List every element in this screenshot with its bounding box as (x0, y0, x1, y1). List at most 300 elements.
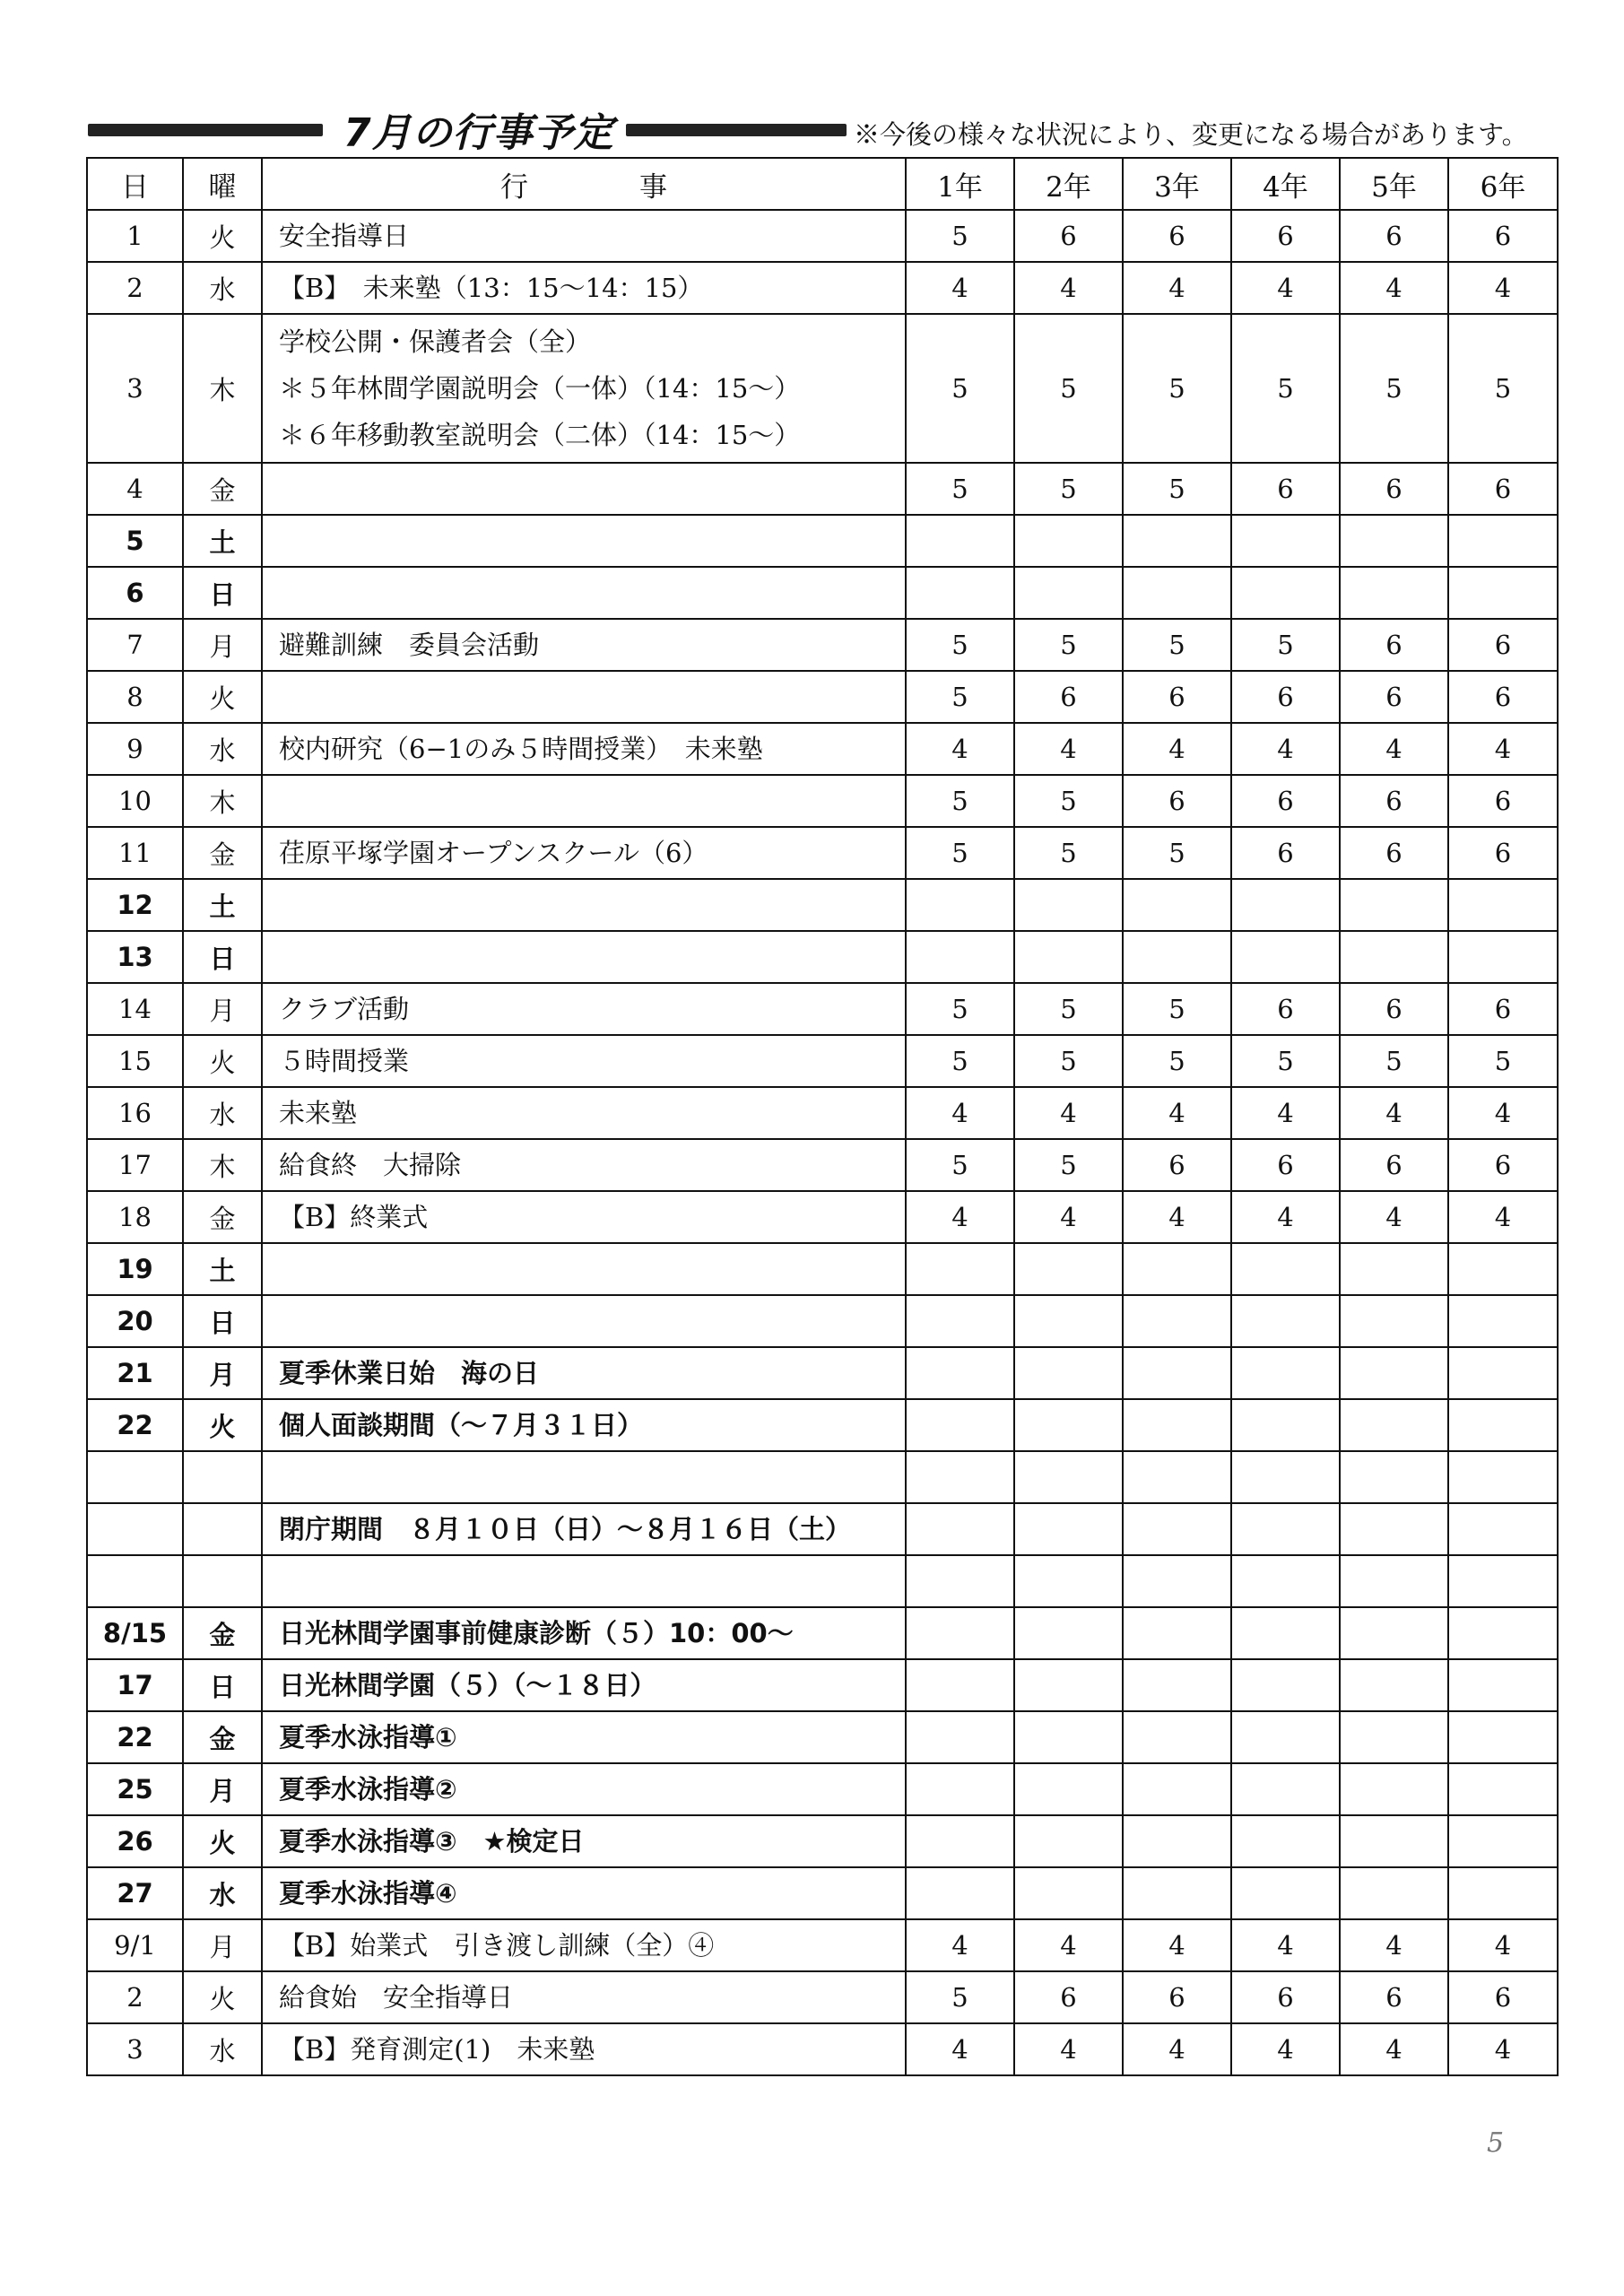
grade5-hours-cell: 4 (1340, 1919, 1448, 1971)
grade1-hours-cell (906, 1607, 1014, 1659)
grade5-hours-cell: 6 (1340, 671, 1448, 723)
event-cell (262, 1451, 906, 1503)
day-cell: 2 (87, 262, 183, 314)
table-row (87, 879, 1558, 931)
grade3-hours-cell (1123, 879, 1231, 931)
event-cell (262, 723, 906, 775)
grade2-hours-cell (1014, 1295, 1123, 1347)
event-cell (262, 1087, 906, 1139)
schedule-body (87, 210, 1558, 2075)
grade3-hours-cell: 5 (1123, 314, 1231, 463)
table-row (87, 1971, 1558, 2023)
grade3-hours-cell (1123, 1659, 1231, 1711)
table-row (87, 1815, 1558, 1867)
grade2-hours-cell: 5 (1014, 775, 1123, 827)
grade1-hours-cell (906, 1451, 1014, 1503)
grade4-hours-cell (1231, 515, 1340, 567)
grade6-hours-cell: 4 (1448, 1919, 1558, 1971)
grade1-hours-cell: 5 (906, 1035, 1014, 1087)
event-cell (262, 515, 906, 567)
table-row (87, 1919, 1558, 1971)
day-cell: 9/1 (87, 1919, 183, 1971)
event-cell (262, 1867, 906, 1919)
grade1-hours-cell: 4 (906, 1087, 1014, 1139)
grade6-hours-cell (1448, 1607, 1558, 1659)
table-row (87, 983, 1558, 1035)
event-text: 避難訓練 委員会活動 (279, 630, 540, 660)
day-cell: 22 (87, 1399, 183, 1451)
event-cell (262, 1659, 906, 1711)
grade6-hours-cell: 6 (1448, 827, 1558, 879)
grade2-hours-cell: 4 (1014, 2023, 1123, 2075)
day-cell: 22 (87, 1711, 183, 1763)
grade1-hours-cell: 4 (906, 262, 1014, 314)
weekday-cell: 水 (183, 2023, 262, 2075)
table-row (87, 210, 1558, 262)
grade6-hours-cell (1448, 931, 1558, 983)
grade6-hours-cell: 6 (1448, 775, 1558, 827)
day-cell (87, 1555, 183, 1607)
grade3-hours-cell (1123, 1867, 1231, 1919)
grade2-hours-cell: 4 (1014, 723, 1123, 775)
event-text: 【B】始業式 引き渡し訓練（全）④ (279, 1930, 715, 1961)
grade5-hours-cell (1340, 1295, 1448, 1347)
grade1-hours-cell (906, 1763, 1014, 1815)
col-header-grade3: 3年 (1123, 158, 1231, 210)
table-row (87, 931, 1558, 983)
grade4-hours-cell: 4 (1231, 262, 1340, 314)
weekday-cell: 木 (183, 1139, 262, 1191)
grade5-hours-cell (1340, 879, 1448, 931)
day-cell: 4 (87, 463, 183, 515)
weekday-cell: 日 (183, 1659, 262, 1711)
table-row (87, 1035, 1558, 1087)
grade5-hours-cell (1340, 1607, 1448, 1659)
grade4-hours-cell (1231, 567, 1340, 619)
grade1-hours-cell (906, 1243, 1014, 1295)
grade1-hours-cell: 4 (906, 723, 1014, 775)
grade5-hours-cell (1340, 1243, 1448, 1295)
event-cell (262, 1191, 906, 1243)
grade3-hours-cell: 4 (1123, 262, 1231, 314)
table-row (87, 515, 1558, 567)
event-cell (262, 463, 906, 515)
grade6-hours-cell (1448, 1399, 1558, 1451)
grade1-hours-cell (906, 1295, 1014, 1347)
weekday-cell: 金 (183, 1607, 262, 1659)
grade3-hours-cell (1123, 1815, 1231, 1867)
event-cell (262, 1555, 906, 1607)
weekday-cell: 水 (183, 1087, 262, 1139)
grade3-hours-cell (1123, 1295, 1231, 1347)
table-row (87, 567, 1558, 619)
grade2-hours-cell: 6 (1014, 671, 1123, 723)
grade4-hours-cell (1231, 1451, 1340, 1503)
event-cell (262, 1035, 906, 1087)
grade4-hours-cell: 5 (1231, 314, 1340, 463)
weekday-cell: 月 (183, 1347, 262, 1399)
sheet-header (88, 106, 1559, 161)
event-cell (262, 1243, 906, 1295)
event-text: 日光林間学園（５）（〜１８日） (279, 1670, 656, 1700)
grade1-hours-cell: 5 (906, 210, 1014, 262)
day-cell: 11 (87, 827, 183, 879)
grade5-hours-cell: 6 (1340, 983, 1448, 1035)
day-cell: 5 (87, 515, 183, 567)
grade5-hours-cell: 6 (1340, 619, 1448, 671)
day-cell: 17 (87, 1659, 183, 1711)
grade2-hours-cell: 5 (1014, 827, 1123, 879)
grade6-hours-cell (1448, 1763, 1558, 1815)
event-cell (262, 1295, 906, 1347)
grade5-hours-cell: 6 (1340, 775, 1448, 827)
grade4-hours-cell: 6 (1231, 210, 1340, 262)
grade2-hours-cell (1014, 1711, 1123, 1763)
table-row (87, 262, 1558, 314)
grade1-hours-cell (906, 1399, 1014, 1451)
day-cell: 6 (87, 567, 183, 619)
weekday-cell (183, 1555, 262, 1607)
grade2-hours-cell (1014, 1659, 1123, 1711)
weekday-cell (183, 1451, 262, 1503)
grade2-hours-cell (1014, 931, 1123, 983)
grade5-hours-cell (1340, 1815, 1448, 1867)
event-text: 夏季水泳指導② (279, 1774, 457, 1805)
weekday-cell: 木 (183, 775, 262, 827)
event-cell (262, 827, 906, 879)
grade3-hours-cell (1123, 1555, 1231, 1607)
event-text: 未来塾 (279, 1098, 358, 1128)
event-cell (262, 931, 906, 983)
event-text: 学校公開・保護者会（全） (279, 326, 592, 357)
grade3-hours-cell: 5 (1123, 827, 1231, 879)
grade3-hours-cell: 4 (1123, 1191, 1231, 1243)
grade4-hours-cell: 6 (1231, 983, 1340, 1035)
event-cell (262, 879, 906, 931)
weekday-cell: 日 (183, 567, 262, 619)
day-cell: 19 (87, 1243, 183, 1295)
day-cell: 10 (87, 775, 183, 827)
grade2-hours-cell: 4 (1014, 1919, 1123, 1971)
table-row (87, 463, 1558, 515)
day-cell: 8 (87, 671, 183, 723)
grade3-hours-cell (1123, 567, 1231, 619)
grade4-hours-cell (1231, 1503, 1340, 1555)
grade1-hours-cell: 4 (906, 2023, 1014, 2075)
grade5-hours-cell (1340, 1711, 1448, 1763)
day-cell: 8/15 (87, 1607, 183, 1659)
event-text: 夏季水泳指導④ (279, 1878, 457, 1909)
weekday-cell: 水 (183, 262, 262, 314)
weekday-cell: 水 (183, 723, 262, 775)
grade1-hours-cell (906, 1555, 1014, 1607)
table-row (87, 1087, 1558, 1139)
event-cell (262, 671, 906, 723)
grade3-hours-cell: 4 (1123, 1087, 1231, 1139)
grade4-hours-cell (1231, 1295, 1340, 1347)
grade5-hours-cell: 4 (1340, 723, 1448, 775)
grade5-hours-cell (1340, 515, 1448, 567)
event-cell (262, 1399, 906, 1451)
day-cell: 1 (87, 210, 183, 262)
grade6-hours-cell: 6 (1448, 210, 1558, 262)
grade5-hours-cell (1340, 1451, 1448, 1503)
grade1-hours-cell: 5 (906, 463, 1014, 515)
weekday-cell: 火 (183, 210, 262, 262)
day-cell: 15 (87, 1035, 183, 1087)
grade2-hours-cell (1014, 1347, 1123, 1399)
col-header-events: 行 事 (262, 158, 906, 210)
grade4-hours-cell (1231, 1763, 1340, 1815)
event-text: 夏季水泳指導③ ★検定日 (279, 1826, 585, 1857)
weekday-cell: 金 (183, 827, 262, 879)
grade6-hours-cell: 6 (1448, 983, 1558, 1035)
grade3-hours-cell (1123, 1347, 1231, 1399)
grade6-hours-cell: 6 (1448, 463, 1558, 515)
grade4-hours-cell: 5 (1231, 1035, 1340, 1087)
table-row (87, 1503, 1558, 1555)
weekday-cell: 火 (183, 1399, 262, 1451)
grade6-hours-cell (1448, 1243, 1558, 1295)
grade1-hours-cell (906, 567, 1014, 619)
grade2-hours-cell: 5 (1014, 619, 1123, 671)
grade1-hours-cell: 5 (906, 314, 1014, 463)
grade4-hours-cell (1231, 1607, 1340, 1659)
grade2-hours-cell (1014, 1555, 1123, 1607)
grade6-hours-cell (1448, 1555, 1558, 1607)
grade1-hours-cell (906, 1867, 1014, 1919)
day-cell: 18 (87, 1191, 183, 1243)
change-notice: ※今後の様々な状況により、変更になる場合があります。 (854, 119, 1528, 150)
table-row (87, 1867, 1558, 1919)
day-cell: 13 (87, 931, 183, 983)
grade3-hours-cell: 6 (1123, 775, 1231, 827)
grade6-hours-cell (1448, 1815, 1558, 1867)
grade6-hours-cell (1448, 879, 1558, 931)
grade5-hours-cell: 4 (1340, 1191, 1448, 1243)
grade5-hours-cell (1340, 1555, 1448, 1607)
weekday-cell: 金 (183, 1191, 262, 1243)
grade2-hours-cell (1014, 1867, 1123, 1919)
weekday-cell: 木 (183, 314, 262, 463)
grade1-hours-cell: 5 (906, 619, 1014, 671)
grade4-hours-cell: 6 (1231, 775, 1340, 827)
day-cell: 2 (87, 1971, 183, 2023)
col-header-grade6: 6年 (1448, 158, 1558, 210)
weekday-cell: 月 (183, 619, 262, 671)
event-text: 給食始 安全指導日 (279, 1982, 514, 2013)
grade2-hours-cell: 5 (1014, 463, 1123, 515)
table-row (87, 1659, 1558, 1711)
event-text: 校内研究（6−1のみ５時間授業） 未来塾 (279, 734, 763, 764)
table-row (87, 314, 1558, 463)
event-cell (262, 619, 906, 671)
grade6-hours-cell: 6 (1448, 619, 1558, 671)
grade4-hours-cell: 6 (1231, 827, 1340, 879)
day-cell: 20 (87, 1295, 183, 1347)
grade2-hours-cell: 6 (1014, 1971, 1123, 2023)
grade5-hours-cell: 4 (1340, 262, 1448, 314)
event-text: 夏季水泳指導① (279, 1722, 457, 1752)
grade4-hours-cell (1231, 1555, 1340, 1607)
grade3-hours-cell (1123, 931, 1231, 983)
event-cell (262, 983, 906, 1035)
table-row (87, 1191, 1558, 1243)
grade2-hours-cell: 5 (1014, 314, 1123, 463)
day-cell: 25 (87, 1763, 183, 1815)
grade6-hours-cell (1448, 515, 1558, 567)
event-cell (262, 567, 906, 619)
grade6-hours-cell: 4 (1448, 723, 1558, 775)
event-cell (262, 314, 906, 463)
grade4-hours-cell: 4 (1231, 1919, 1340, 1971)
weekday-cell: 月 (183, 1763, 262, 1815)
grade3-hours-cell: 5 (1123, 619, 1231, 671)
grade1-hours-cell: 4 (906, 1191, 1014, 1243)
table-row (87, 1711, 1558, 1763)
grade6-hours-cell: 4 (1448, 2023, 1558, 2075)
weekday-cell: 火 (183, 1815, 262, 1867)
event-text: ＊５年林間学園説明会（一体）（14：15〜） (279, 373, 801, 404)
grade3-hours-cell (1123, 1503, 1231, 1555)
grade5-hours-cell: 5 (1340, 1035, 1448, 1087)
event-text: 【B】終業式 (279, 1202, 429, 1232)
grade2-hours-cell (1014, 1451, 1123, 1503)
grade2-hours-cell (1014, 1763, 1123, 1815)
event-text: 【B】 未来塾（13：15〜14：15） (279, 273, 704, 303)
grade3-hours-cell: 4 (1123, 2023, 1231, 2075)
header-row (87, 158, 1558, 210)
table-row (87, 723, 1558, 775)
grade2-hours-cell: 4 (1014, 1191, 1123, 1243)
schedule-table (86, 157, 1559, 2076)
grade6-hours-cell (1448, 1659, 1558, 1711)
page-title: 7月の行事予定 (343, 110, 614, 156)
grade5-hours-cell: 6 (1340, 827, 1448, 879)
table-row (87, 1295, 1558, 1347)
event-cell (262, 1711, 906, 1763)
grade1-hours-cell: 5 (906, 1139, 1014, 1191)
grade2-hours-cell (1014, 1815, 1123, 1867)
day-cell: 9 (87, 723, 183, 775)
grade2-hours-cell (1014, 1607, 1123, 1659)
event-text: 個人面談期間（〜７月３１日） (279, 1410, 644, 1440)
grade1-hours-cell: 5 (906, 671, 1014, 723)
grade3-hours-cell (1123, 1399, 1231, 1451)
grade3-hours-cell (1123, 1711, 1231, 1763)
grade3-hours-cell (1123, 1763, 1231, 1815)
grade6-hours-cell (1448, 1867, 1558, 1919)
weekday-cell: 金 (183, 1711, 262, 1763)
grade4-hours-cell: 4 (1231, 723, 1340, 775)
day-cell: 26 (87, 1815, 183, 1867)
col-header-dow: 曜 (183, 158, 262, 210)
grade4-hours-cell (1231, 1347, 1340, 1399)
weekday-cell: 火 (183, 1971, 262, 2023)
grade4-hours-cell: 4 (1231, 2023, 1340, 2075)
grade5-hours-cell: 6 (1340, 1139, 1448, 1191)
grade2-hours-cell: 4 (1014, 1087, 1123, 1139)
grade4-hours-cell (1231, 1815, 1340, 1867)
table-row (87, 1139, 1558, 1191)
grade5-hours-cell: 6 (1340, 210, 1448, 262)
grade6-hours-cell (1448, 1711, 1558, 1763)
grade2-hours-cell: 4 (1014, 262, 1123, 314)
title-bar-right (626, 124, 847, 136)
grade5-hours-cell (1340, 931, 1448, 983)
grade3-hours-cell (1123, 515, 1231, 567)
grade4-hours-cell (1231, 931, 1340, 983)
event-text: 安全指導日 (279, 221, 410, 251)
grade3-hours-cell: 5 (1123, 983, 1231, 1035)
grade5-hours-cell: 4 (1340, 2023, 1448, 2075)
grade6-hours-cell: 6 (1448, 671, 1558, 723)
event-text: 日光林間学園事前健康診断（５）10：00〜 (279, 1618, 794, 1648)
table-row (87, 1243, 1558, 1295)
event-cell (262, 1815, 906, 1867)
grade1-hours-cell (906, 515, 1014, 567)
grade4-hours-cell: 4 (1231, 1191, 1340, 1243)
grade5-hours-cell (1340, 1399, 1448, 1451)
weekday-cell: 火 (183, 671, 262, 723)
table-row (87, 2023, 1558, 2075)
weekday-cell: 月 (183, 983, 262, 1035)
grade5-hours-cell: 6 (1340, 463, 1448, 515)
event-cell (262, 1971, 906, 2023)
event-text: ＊６年移動教室説明会（二体）（14：15〜） (279, 420, 801, 450)
grade6-hours-cell: 4 (1448, 1087, 1558, 1139)
grade1-hours-cell (906, 1347, 1014, 1399)
grade3-hours-cell: 5 (1123, 463, 1231, 515)
day-cell: 3 (87, 2023, 183, 2075)
grade3-hours-cell (1123, 1243, 1231, 1295)
grade2-hours-cell (1014, 515, 1123, 567)
event-text: クラブ活動 (279, 994, 410, 1024)
title-bar-left (88, 124, 323, 136)
grade1-hours-cell (906, 1711, 1014, 1763)
day-cell: 27 (87, 1867, 183, 1919)
event-cell (262, 1607, 906, 1659)
grade1-hours-cell (906, 1815, 1014, 1867)
grade1-hours-cell: 5 (906, 827, 1014, 879)
event-cell (262, 210, 906, 262)
grade4-hours-cell: 6 (1231, 1971, 1340, 2023)
grade2-hours-cell (1014, 1503, 1123, 1555)
grade6-hours-cell (1448, 1503, 1558, 1555)
event-text: 給食終 大掃除 (279, 1150, 462, 1180)
grade1-hours-cell: 4 (906, 1919, 1014, 1971)
event-text: 【B】発育測定(1) 未来塾 (279, 2034, 595, 2065)
day-cell: 3 (87, 314, 183, 463)
grade2-hours-cell: 6 (1014, 210, 1123, 262)
table-row (87, 1347, 1558, 1399)
grade4-hours-cell: 6 (1231, 1139, 1340, 1191)
event-cell (262, 1139, 906, 1191)
grade2-hours-cell (1014, 1399, 1123, 1451)
weekday-cell: 火 (183, 1035, 262, 1087)
grade5-hours-cell: 6 (1340, 1971, 1448, 2023)
day-cell: 14 (87, 983, 183, 1035)
col-header-grade5: 5年 (1340, 158, 1448, 210)
grade3-hours-cell: 6 (1123, 210, 1231, 262)
event-cell (262, 1763, 906, 1815)
grade4-hours-cell (1231, 1711, 1340, 1763)
event-cell (262, 1503, 906, 1555)
table-row (87, 775, 1558, 827)
event-text: 閉庁期間 ８月１０日（日）〜８月１６日（土） (279, 1514, 852, 1544)
grade5-hours-cell: 5 (1340, 314, 1448, 463)
table-row (87, 1555, 1558, 1607)
